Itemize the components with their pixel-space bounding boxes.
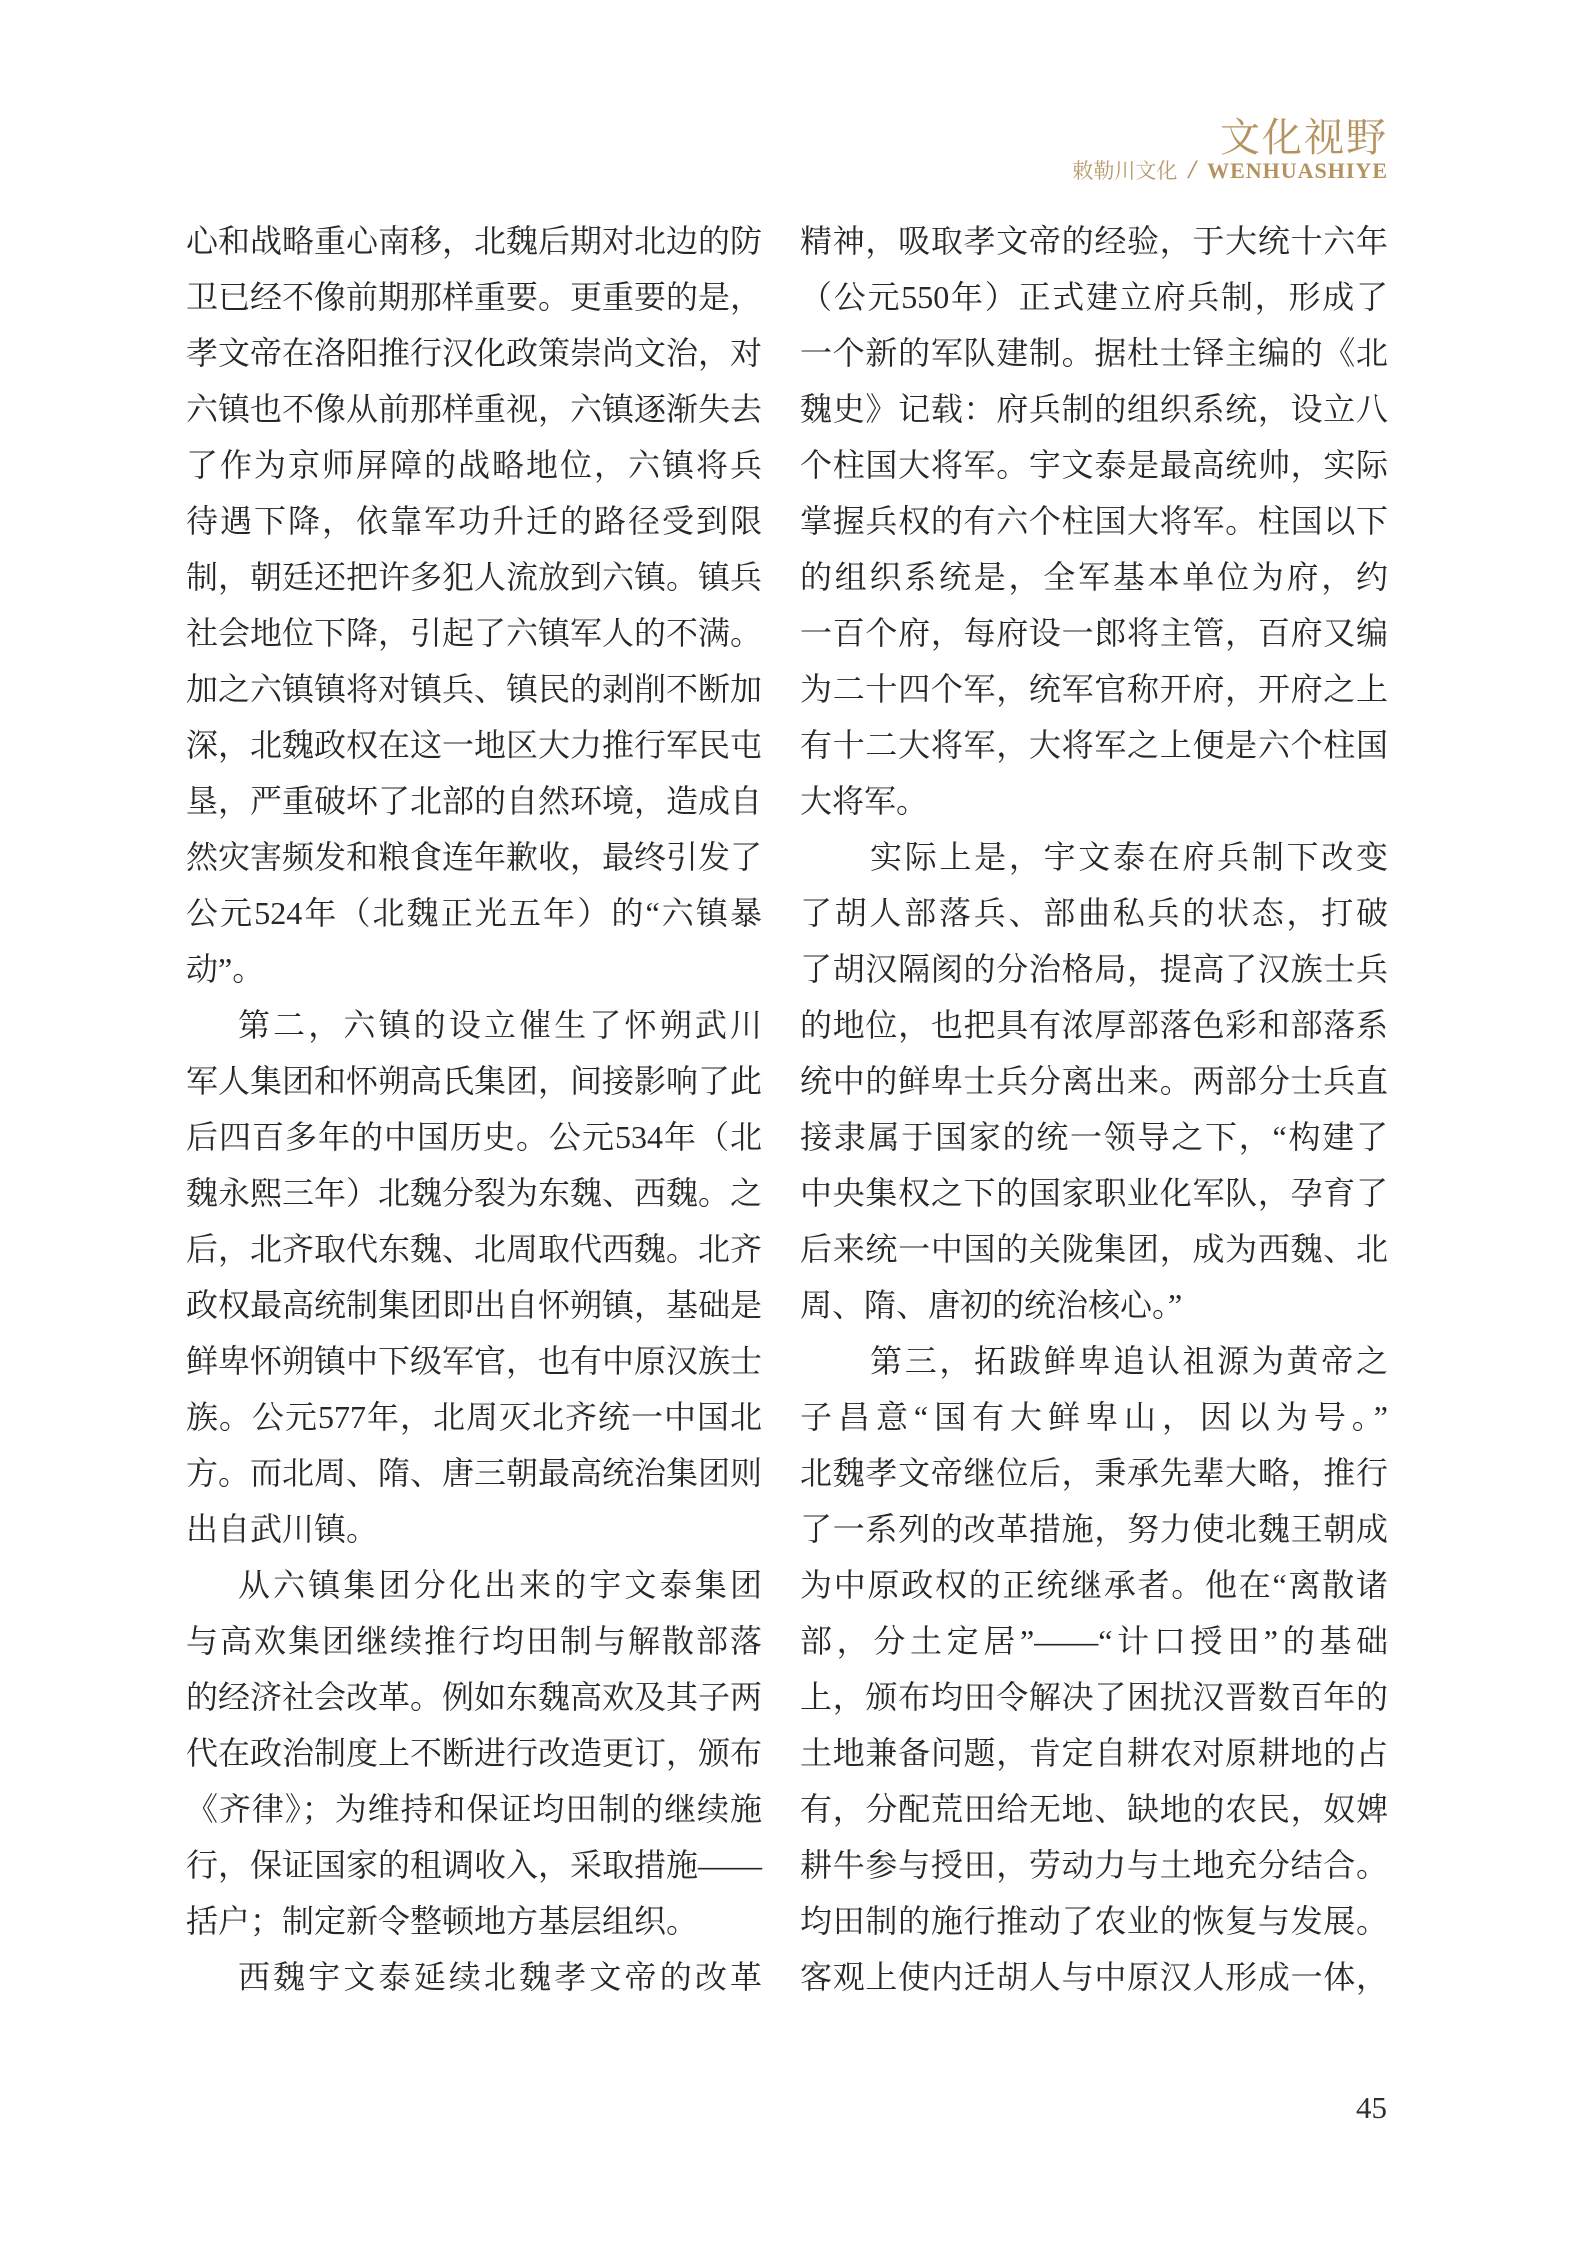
text-line: 《齐律》；为维持和保证均田制的继续施 [186, 1791, 762, 1827]
left-column [186, 213, 762, 2005]
text-line: 待遇下降，依靠军功升迁的路径受到限 [186, 503, 762, 539]
subtitle-latin: WENHUASHIYE [1207, 158, 1388, 183]
text-line: 了作为京师屏障的战略地位，六镇将兵 [186, 447, 762, 483]
text-line: 为中原政权的正统继承者。他在“离散诸 [800, 1567, 1388, 1603]
text-line: 上，颁布均田令解决了困扰汉晋数百年的 [800, 1679, 1388, 1715]
text-line: 部，分土定居”——“计口授田”的基础 [800, 1623, 1388, 1659]
text-line: 西魏宇文泰延续北魏孝文帝的改革 [238, 1959, 762, 1995]
text-line: 卫已经不像前期那样重要。更重要的是， [186, 279, 763, 315]
text-line: 魏永熙三年）北魏分裂为东魏、西魏。之 [186, 1175, 763, 1211]
text-line: 统中的鲜卑士兵分离出来。两部分士兵直 [800, 1063, 1388, 1099]
text-line: （公元550年）正式建立府兵制，形成了 [800, 279, 1388, 315]
text-line: 精神，吸取孝文帝的经验，于大统十六年 [800, 223, 1388, 259]
text-line: 代在政治制度上不断进行改造更订，颁布 [186, 1735, 763, 1771]
text-line: 垦，严重破坏了北部的自然环境，造成自 [186, 783, 763, 819]
text-line: 大将军。 [800, 783, 929, 819]
text-line: 然灾害频发和粮食连年歉收，最终引发了 [186, 839, 763, 875]
text-line: 政权最高统制集团即出自怀朔镇，基础是 [186, 1287, 763, 1323]
text-line: 北魏孝文帝继位后，秉承先辈大略，推行 [800, 1455, 1388, 1491]
text-line: 有，分配荒田给无地、缺地的农民，奴婢 [800, 1791, 1388, 1827]
text-line: 了一系列的改革措施，努力使北魏王朝成 [800, 1511, 1388, 1547]
text-line: 从六镇集团分化出来的宇文泰集团 [238, 1567, 762, 1603]
text-line: 的组织系统是，全军基本单位为府，约 [800, 559, 1388, 595]
text-line: 后来统一中国的关陇集团，成为西魏、北 [800, 1231, 1388, 1267]
text-line: 的地位，也把具有浓厚部落色彩和部落系 [800, 1007, 1388, 1043]
text-line: 中央集权之下的国家职业化军队，孕育了 [800, 1175, 1388, 1211]
text-line: 鲜卑怀朔镇中下级军官，也有中原汉族士 [186, 1343, 763, 1379]
text-line: 一百个府，每府设一郎将主管，百府又编 [800, 615, 1388, 651]
subtitle-chinese: 敕勒川文化 [1072, 159, 1178, 183]
text-line: 客观上使内迁胡人与中原汉人形成一体， [800, 1959, 1388, 1995]
text-line: 出自武川镇。 [186, 1511, 379, 1547]
text-line: 行，保证国家的租调收入，采取措施—— [186, 1847, 763, 1883]
page-number: 45 [1356, 2090, 1387, 2125]
text-line: 后四百多年的中国历史。公元534年（北 [186, 1119, 762, 1155]
text-line: 方。而北周、隋、唐三朝最高统治集团则 [186, 1455, 763, 1491]
text-line: 孝文帝在洛阳推行汉化政策崇尚文治，对 [186, 335, 763, 371]
text-line: 军人集团和怀朔高氏集团，间接影响了此 [186, 1063, 763, 1099]
text-line: 了胡人部落兵、部曲私兵的状态，打破 [800, 895, 1388, 931]
text-line: 第二，六镇的设立催生了怀朔武川 [238, 1007, 762, 1043]
text-line: 心和战略重心南移，北魏后期对北边的防 [186, 223, 763, 259]
text-line: 动”。 [186, 951, 265, 987]
text-line: 深，北魏政权在这一地区大力推行军民屯 [186, 727, 763, 763]
text-line: 周、隋、唐初的统治核心。” [800, 1287, 1183, 1323]
text-line: 加之六镇镇将对镇兵、镇民的剥削不断加 [186, 671, 763, 707]
text-line: 有十二大将军，大将军之上便是六个柱国 [800, 727, 1388, 763]
text-line: 魏史》记载：府兵制的组织系统，设立八 [800, 391, 1388, 427]
text-line: 为二十四个军，统军官称开府，开府之上 [800, 671, 1388, 707]
text-line: 土地兼备问题，肯定自耕农对原耕地的占 [800, 1735, 1388, 1771]
text-line: 第三，拓跋鲜卑追认祖源为黄帝之 [870, 1343, 1388, 1379]
text-line: 族。公元577年，北周灭北齐统一中国北 [186, 1399, 762, 1435]
text-line: 的经济社会改革。例如东魏高欢及其子两 [186, 1679, 763, 1715]
section-title: 文化视野 [1220, 115, 1388, 160]
section-subtitle [1072, 155, 1388, 185]
text-line: 个柱国大将军。宇文泰是最高统帅，实际 [800, 447, 1388, 483]
text-line: 均田制的施行推动了农业的恢复与发展。 [800, 1903, 1388, 1939]
text-line: 子昌意“国有大鲜卑山，因以为号。” [800, 1399, 1388, 1435]
text-line: 掌握兵权的有六个柱国大将军。柱国以下 [800, 503, 1388, 539]
text-line: 后，北齐取代东魏、北周取代西魏。北齐 [186, 1231, 763, 1267]
text-line: 了胡汉隔阂的分治格局，提高了汉族士兵 [800, 951, 1388, 987]
text-line: 耕牛参与授田，劳动力与土地充分结合。 [800, 1847, 1388, 1883]
slash-separator: / [1188, 155, 1196, 184]
text-line: 社会地位下降，引起了六镇军人的不满。 [186, 615, 763, 651]
text-line: 六镇也不像从前那样重视，六镇逐渐失去 [186, 391, 763, 427]
text-line: 括户；制定新令整顿地方基层组织。 [186, 1903, 699, 1939]
text-line: 制，朝廷还把许多犯人流放到六镇。镇兵 [186, 559, 763, 595]
text-line: 与高欢集团继续推行均田制与解散部落 [186, 1623, 762, 1659]
text-line: 公元524年（北魏正光五年）的“六镇暴 [186, 895, 762, 931]
right-column [800, 213, 1388, 2005]
text-line: 接隶属于国家的统一领导之下，“构建了 [800, 1119, 1388, 1155]
text-line: 一个新的军队建制。据杜士铎主编的《北 [800, 335, 1388, 371]
text-line: 实际上是，宇文泰在府兵制下改变 [870, 839, 1388, 875]
